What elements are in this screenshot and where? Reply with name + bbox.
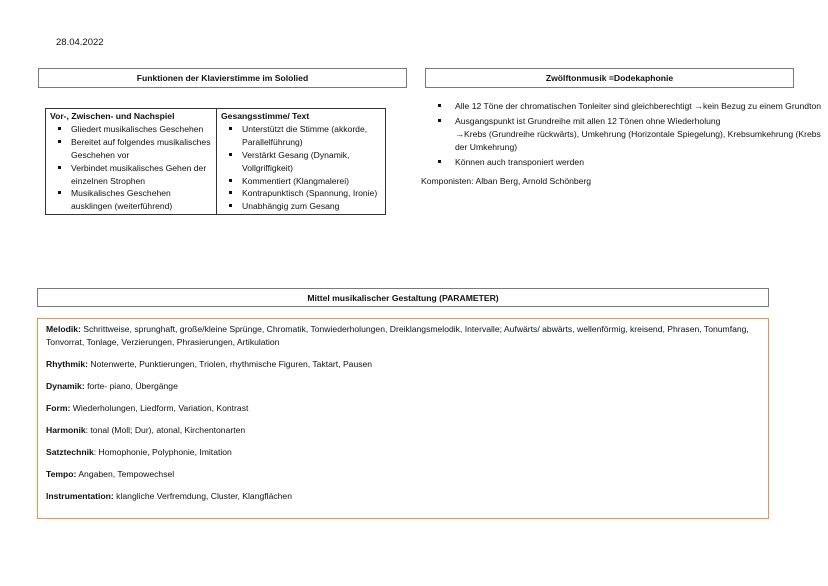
item-text: Alle 12 Töne der chromatischen Tonleiter sind gleichberechtigt	[455, 101, 695, 111]
parameter-label: Tempo:	[46, 469, 77, 479]
list-item: Musikalisches Geschehen ausklingen (weiterführend)	[71, 187, 212, 213]
column-heading: Vor-, Zwischen- und Nachspiel	[50, 111, 175, 121]
parameter-text: Angaben, Tempowechsel	[76, 469, 175, 479]
klavier-section-title	[38, 68, 407, 88]
item-text-continued: Krebs (Grundreihe rückwärts), Umkehrung (Horizontale Spiegelung), Krebsumkehrung (Krebs der Umkehrung)	[455, 128, 821, 153]
composers-line: Komponisten: Alban Berg, Arnold Schönberg	[421, 176, 592, 187]
list-item: Unterstützt die Stimme (akkorde, Parallelführung)	[242, 123, 381, 149]
parameter-row-melodik	[46, 323, 760, 349]
parameter-label: Instrumentation:	[46, 491, 114, 501]
list-item: Verbindet musikalisches Gehen der einzelnen Strophen	[71, 162, 212, 188]
column-heading: Gesangsstimme/ Text	[221, 111, 310, 121]
parameter-row-instrumentation	[46, 490, 760, 503]
item-text: Können auch transponiert werden	[455, 156, 584, 167]
arrow-right-icon: →	[694, 101, 704, 111]
parameter-label: Satztechnik	[46, 447, 94, 457]
zwoelfton-bullet-list	[421, 100, 821, 169]
parameter-row-tempo	[46, 468, 760, 481]
list-item	[455, 100, 821, 113]
parameter-text: : Homophonie, Polyphonie, Imitation	[93, 447, 232, 457]
parameter-text: Schrittweise, sprunghaft, große/kleine Sprünge, Chromatik, Tonwiederholungen, Dreiklangsmelodik, Intervalle; Aufwärts/ abwärts, wellenförmig, kreisend, Phrasen, Tonumfang, Tonvorrat, Tonlage, Verzierungen, Phrasierungen, Artikulation	[46, 324, 749, 347]
parameter-text: Wiederholungen, Liedform, Variation, Kontrast	[70, 403, 249, 413]
list-item: Unabhängig zum Gesang	[242, 200, 381, 213]
klavier-title-text: Funktionen der Klavierstimme im Sololied	[136, 73, 309, 83]
parameter-label: Dynamik:	[46, 381, 85, 391]
list-item: Kontrapunktisch (Spannung, Ironie)	[242, 187, 381, 200]
list-item: Kommentiert (Klangmalerei)	[242, 175, 381, 188]
parameter-box	[37, 318, 769, 519]
bullet-list	[50, 123, 212, 213]
parameter-row-dynamik	[46, 380, 760, 393]
parameter-text: klangliche Verfremdung, Cluster, Klangflächen	[113, 491, 292, 501]
column-vor-zwischen-nachspiel	[46, 109, 217, 215]
parameter-text: : tonal (Moll; Dur), atonal, Kirchentonarten	[85, 425, 246, 435]
parameter-title-text: Mittel musikalischer Gestaltung (PARAMETER)	[307, 292, 499, 303]
parameter-row-satztechnik	[46, 446, 760, 459]
list-item	[455, 115, 821, 155]
zwoelfton-section-title	[425, 68, 794, 88]
arrow-right-icon: →	[455, 128, 464, 139]
parameter-row-harmonik	[46, 424, 760, 437]
parameter-label: Rhythmik:	[46, 359, 89, 369]
zwoelfton-content	[421, 100, 821, 188]
document-date: 28.04.2022	[56, 37, 104, 48]
klavier-functions-table	[45, 108, 386, 215]
list-item: Gliedert musikalisches Geschehen	[71, 123, 212, 136]
list-item	[455, 156, 821, 169]
parameter-row-form	[46, 402, 760, 415]
parameter-text: forte- piano, Übergänge	[84, 381, 178, 391]
zwoelfton-title-text: Zwölftonmusik =Dodekaphonie	[545, 73, 674, 83]
parameter-label: Melodik:	[46, 324, 81, 334]
column-gesangsstimme-text	[217, 109, 386, 215]
parameter-section-title	[37, 288, 769, 307]
bullet-list	[221, 123, 381, 213]
item-text-continued: kein Bezug zu einem Grundton	[703, 101, 822, 111]
parameter-label: Harmonik	[46, 425, 86, 435]
parameter-text: Notenwerte, Punktierungen, Triolen, rhythmische Figuren, Taktart, Pausen	[88, 359, 373, 369]
parameter-row-rhythmik	[46, 358, 760, 371]
list-item: Verstärkt Gesang (Dynamik, Vollgriffigkeit)	[242, 149, 381, 175]
list-item: Bereitet auf folgendes musikalisches Geschehen vor	[71, 136, 211, 160]
parameter-label: Form:	[46, 403, 71, 413]
item-text: Ausgangspunkt ist Grundreihe mit allen 12 Tönen ohne Wiederholung	[455, 115, 721, 126]
